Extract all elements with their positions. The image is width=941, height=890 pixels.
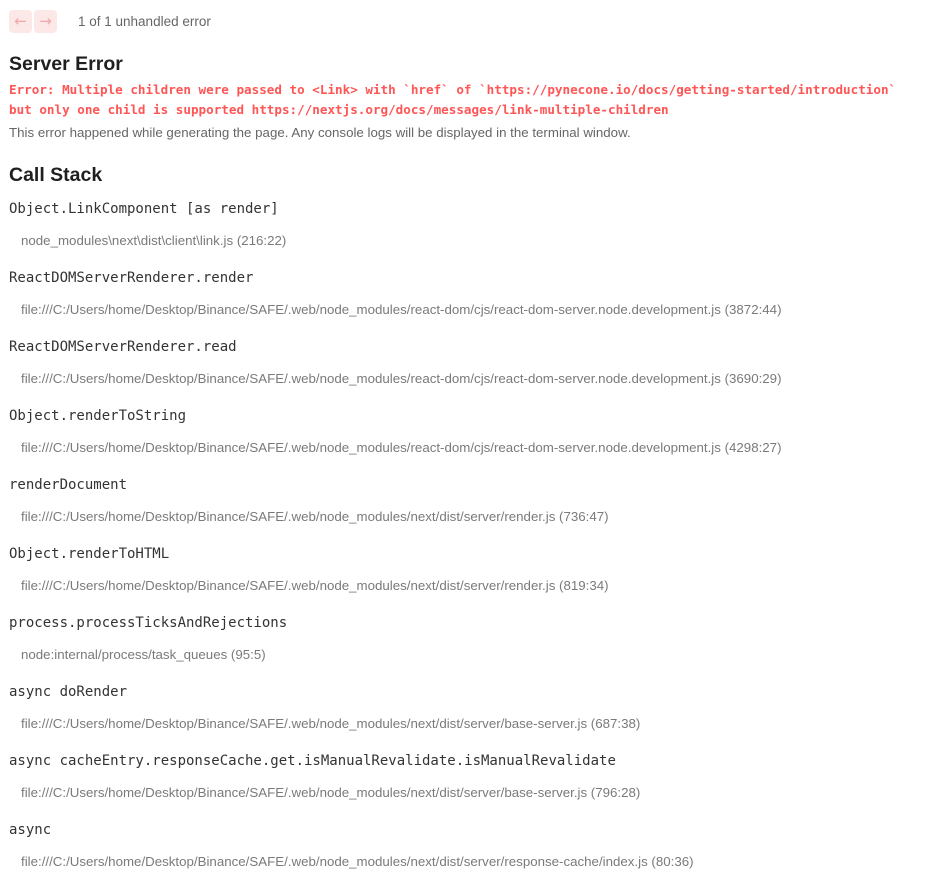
frame-source-location[interactable]: file:///C:/Users/home/Desktop/Binance/SAFE/.web/node_modules/next/dist/server/response-cache/index.js (80:36)	[21, 854, 694, 869]
error-counter: 1 of 1 unhandled error	[78, 13, 211, 29]
frame-function-name: async doRender	[9, 684, 128, 700]
frame-function-name: ReactDOMServerRenderer.render	[9, 270, 254, 286]
frame-source-location[interactable]: node:internal/process/task_queues (95:5)	[21, 647, 266, 662]
frame-source-location[interactable]: node_modules\next\dist\client\link.js (216:22)	[21, 233, 287, 248]
error-pager	[9, 10, 57, 33]
call-stack-frame[interactable]	[9, 474, 929, 543]
call-stack-frame[interactable]	[9, 819, 929, 888]
call-stack-frame[interactable]	[9, 543, 929, 612]
frame-function-name: process.processTicksAndRejections	[9, 615, 288, 631]
frame-source-location[interactable]: file:///C:/Users/home/Desktop/Binance/SAFE/.web/node_modules/next/dist/server/base-server.js (796:28)	[21, 785, 641, 800]
call-stack-frame[interactable]	[9, 267, 929, 336]
arrow-right-icon: →	[39, 11, 52, 30]
previous-error-button[interactable]	[9, 10, 32, 33]
call-stack-frame[interactable]	[9, 681, 929, 750]
frame-source-location[interactable]: file:///C:/Users/home/Desktop/Binance/SAFE/.web/node_modules/next/dist/server/base-server.js (687:38)	[21, 716, 641, 731]
call-stack-frame[interactable]	[9, 198, 929, 267]
next-error-button[interactable]	[34, 10, 57, 33]
error-message-line: but only one child is supported https://nextjs.org/docs/messages/link-multiple-children	[9, 102, 669, 117]
frame-function-name: Object.renderToString	[9, 408, 187, 424]
frame-source-location[interactable]: file:///C:/Users/home/Desktop/Binance/SAFE/.web/node_modules/react-dom/cjs/react-dom-server.node.development.js (4298:27)	[21, 440, 782, 455]
error-navigation-bar	[9, 8, 211, 34]
arrow-left-icon: ←	[14, 11, 27, 30]
error-title: Server Error	[9, 53, 123, 75]
call-stack-title: Call Stack	[9, 164, 103, 186]
frame-function-name: Object.renderToHTML	[9, 546, 170, 562]
frame-function-name: async	[9, 822, 52, 838]
call-stack-frame[interactable]	[9, 405, 929, 474]
error-message[interactable]	[9, 80, 929, 120]
call-stack-frame[interactable]	[9, 750, 929, 819]
frame-source-location[interactable]: file:///C:/Users/home/Desktop/Binance/SAFE/.web/node_modules/react-dom/cjs/react-dom-server.node.development.js (3690:29)	[21, 371, 782, 386]
frame-source-location[interactable]: file:///C:/Users/home/Desktop/Binance/SAFE/.web/node_modules/next/dist/server/render.js (736:47)	[21, 509, 609, 524]
frame-source-location[interactable]: file:///C:/Users/home/Desktop/Binance/SAFE/.web/node_modules/react-dom/cjs/react-dom-server.node.development.js (3872:44)	[21, 302, 782, 317]
call-stack-list	[9, 198, 929, 888]
frame-function-name: renderDocument	[9, 477, 128, 493]
frame-function-name: async cacheEntry.responseCache.get.isManualRevalidate.isManualRevalidate	[9, 753, 616, 769]
error-message-line: Error: Multiple children were passed to <Link> with `href` of `https://pynecone.io/docs/getting-started/introduction`	[9, 82, 897, 97]
call-stack-frame[interactable]	[9, 612, 929, 681]
frame-source-location[interactable]: file:///C:/Users/home/Desktop/Binance/SAFE/.web/node_modules/next/dist/server/render.js (819:34)	[21, 578, 609, 593]
frame-function-name: Object.LinkComponent [as render]	[9, 201, 279, 217]
error-note: This error happened while generating the page. Any console logs will be displayed in the terminal window.	[9, 125, 631, 140]
frame-function-name: ReactDOMServerRenderer.read	[9, 339, 237, 355]
call-stack-frame[interactable]	[9, 336, 929, 405]
